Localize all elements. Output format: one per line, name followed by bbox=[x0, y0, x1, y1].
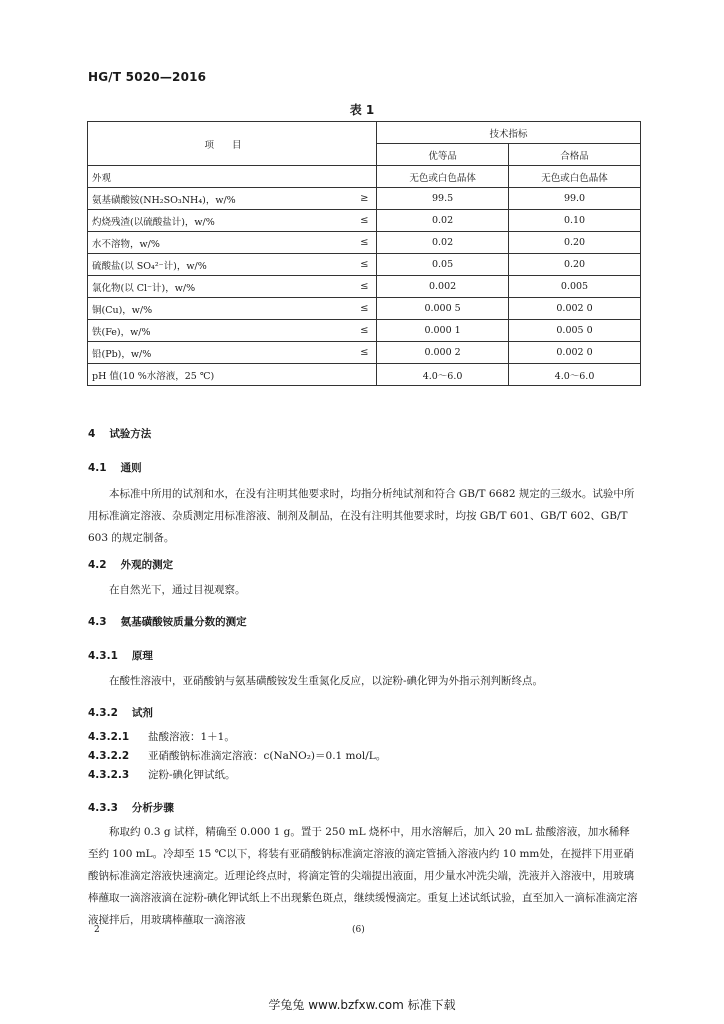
operator-cell: ≤ bbox=[353, 298, 377, 320]
table-row bbox=[88, 232, 641, 254]
reagent-item bbox=[88, 748, 386, 763]
item-cell: 外观 bbox=[88, 166, 353, 188]
table-row bbox=[88, 210, 641, 232]
section-title: 分析步骤 bbox=[131, 802, 174, 814]
spec-table bbox=[87, 121, 641, 386]
grade1-value: 99.5 bbox=[377, 188, 509, 210]
section-title: 原理 bbox=[131, 650, 153, 662]
grade2-value: 99.0 bbox=[509, 188, 641, 210]
operator-cell: ≤ bbox=[353, 210, 377, 232]
operator-cell: ≤ bbox=[353, 320, 377, 342]
grade2-value: 4.0～6.0 bbox=[509, 364, 641, 386]
section-title: 试验方法 bbox=[109, 428, 152, 440]
table-row bbox=[88, 254, 641, 276]
table-row bbox=[88, 276, 641, 298]
grade1-value: 0.000 1 bbox=[377, 320, 509, 342]
section-number: 4.3.1 bbox=[88, 650, 118, 662]
section-4-3-3-heading bbox=[88, 800, 174, 815]
grade1-value: 0.002 bbox=[377, 276, 509, 298]
section-title: 氨基磺酸铵质量分数的测定 bbox=[120, 616, 247, 628]
grade2-value: 0.002 0 bbox=[509, 298, 641, 320]
grade1-value: 0.05 bbox=[377, 254, 509, 276]
item-text: 亚硝酸钠标准滴定溶液：c(NaNO₂)＝0.1 mol/L。 bbox=[148, 750, 387, 762]
item-cell: 铅(Pb)，w/% bbox=[88, 342, 353, 364]
item-cell: 水不溶物，w/% bbox=[88, 232, 353, 254]
reagent-item bbox=[88, 729, 235, 744]
table-row bbox=[88, 342, 641, 364]
grade2-header: 合格品 bbox=[509, 144, 641, 166]
grade1-value: 0.000 5 bbox=[377, 298, 509, 320]
grade2-value: 0.20 bbox=[509, 232, 641, 254]
grade2-value: 0.005 0 bbox=[509, 320, 641, 342]
paragraph: 称取约 0.3 g 试样，精确至 0.000 1 g。置于 250 mL 烧杯中，用水溶解后，加入 20 mL 盐酸溶液，加水稀释至约 100 mL。冷却至 15 ℃以下，将装有亚硝酸钠标准滴定溶液的滴定管插入溶液内约 10 mm处，在搅拌下用亚硝酸钠标准滴定溶液快速滴定。近理论终点时，将滴定管的尖端提出液面，用少量水冲洗尖端，洗液并入溶液中，用玻璃棒蘸取一滴溶液滴在淀粉-碘化钾试纸上不出现紫色斑点，继续缓慢滴定。重复上述试纸试验，直至加入一滴标准滴定溶液搅拌后，用玻璃棒蘸取一滴溶液 bbox=[88, 826, 638, 926]
section-4-3-heading bbox=[88, 614, 247, 629]
paragraph: 本标准中所用的试剂和水，在没有注明其他要求时，均指分析纯试剂和符合 GB/T 6682 规定的三级水。试验中所用标准滴定溶液、杂质测定用标准溶液、制剂及制品，在没有注明其他要求时，均按 GB/T 601、GB/T 602、GB/T 603 的规定制备。 bbox=[88, 488, 635, 544]
grade2-value: 0.002 0 bbox=[509, 342, 641, 364]
section-4-3-2-heading bbox=[88, 705, 153, 720]
table-row bbox=[88, 188, 641, 210]
section-4-3-1-heading bbox=[88, 648, 153, 663]
item-cell: 氨基磺酸铵(NH₂SO₃NH₄)，w/% bbox=[88, 188, 353, 210]
operator-cell bbox=[353, 166, 377, 188]
section-title: 试剂 bbox=[131, 707, 153, 719]
reagent-item bbox=[88, 767, 236, 782]
table-title: 表 1 bbox=[349, 103, 375, 117]
table-row bbox=[88, 166, 641, 188]
section-number: 4.1 bbox=[88, 462, 107, 474]
section-title: 外观的测定 bbox=[120, 559, 174, 571]
operator-cell: ≤ bbox=[353, 254, 377, 276]
table-row bbox=[88, 298, 641, 320]
standard-code: HG/T 5020—2016 bbox=[88, 70, 207, 84]
grade1-value: 4.0～6.0 bbox=[377, 364, 509, 386]
grade1-value: 0.02 bbox=[377, 210, 509, 232]
item-number: 4.3.2.3 bbox=[88, 769, 130, 781]
operator-cell: ≤ bbox=[353, 342, 377, 364]
paragraph: 在酸性溶液中，亚硝酸钠与氨基磺酸铵发生重氮化反应，以淀粉-碘化钾为外指示剂判断终点。 bbox=[109, 675, 544, 687]
section-number: 4.3.2 bbox=[88, 707, 118, 719]
grade2-value: 0.005 bbox=[509, 276, 641, 298]
grade2-value: 0.20 bbox=[509, 254, 641, 276]
item-cell: 氯化物(以 Cl⁻计)，w/% bbox=[88, 276, 353, 298]
grade1-header: 优等品 bbox=[377, 144, 509, 166]
section-4-2-text bbox=[88, 579, 640, 601]
page-number: 2 bbox=[94, 925, 100, 935]
item-cell: 硫酸盐(以 SO₄²⁻计)，w/% bbox=[88, 254, 353, 276]
item-cell: pH 值(10 %水溶液，25 ℃) bbox=[88, 364, 353, 386]
section-title: 通则 bbox=[120, 462, 142, 474]
section-4-3-3-text bbox=[88, 821, 640, 931]
watermark-footer: 学兔兔 www.bzfxw.com 标准下载 bbox=[268, 998, 456, 1012]
operator-cell: ≤ bbox=[353, 232, 377, 254]
item-header: 项目 bbox=[88, 122, 377, 166]
page-mark: (6) bbox=[352, 925, 365, 935]
grade1-value: 0.000 2 bbox=[377, 342, 509, 364]
operator-cell: ≤ bbox=[353, 276, 377, 298]
item-cell: 铁(Fe)，w/% bbox=[88, 320, 353, 342]
item-text: 淀粉-碘化钾试纸。 bbox=[148, 769, 236, 781]
section-number: 4 bbox=[88, 428, 96, 440]
paragraph: 在自然光下，通过目视观察。 bbox=[109, 584, 246, 596]
section-4-3-1-text bbox=[88, 670, 640, 692]
item-cell: 灼烧残渣(以硫酸盐计)，w/% bbox=[88, 210, 353, 232]
item-number: 4.3.2.1 bbox=[88, 731, 130, 743]
table-header-row-1 bbox=[88, 122, 641, 144]
grade2-value: 无色或白色晶体 bbox=[509, 166, 641, 188]
operator-cell: ≥ bbox=[353, 188, 377, 210]
section-4-2-heading bbox=[88, 557, 173, 572]
section-4-1-heading bbox=[88, 460, 142, 475]
operator-cell bbox=[353, 364, 377, 386]
item-number: 4.3.2.2 bbox=[88, 750, 130, 762]
table-row bbox=[88, 320, 641, 342]
grade2-value: 0.10 bbox=[509, 210, 641, 232]
grade1-value: 无色或白色晶体 bbox=[377, 166, 509, 188]
tech-header: 技术指标 bbox=[377, 122, 641, 144]
section-4-1-text bbox=[88, 483, 640, 549]
section-number: 4.2 bbox=[88, 559, 107, 571]
section-number: 4.3.3 bbox=[88, 802, 118, 814]
item-cell: 铜(Cu)，w/% bbox=[88, 298, 353, 320]
section-4-heading bbox=[88, 426, 151, 441]
section-number: 4.3 bbox=[88, 616, 107, 628]
item-text: 盐酸溶液：1＋1。 bbox=[148, 731, 235, 743]
table-row bbox=[88, 364, 641, 386]
grade1-value: 0.02 bbox=[377, 232, 509, 254]
